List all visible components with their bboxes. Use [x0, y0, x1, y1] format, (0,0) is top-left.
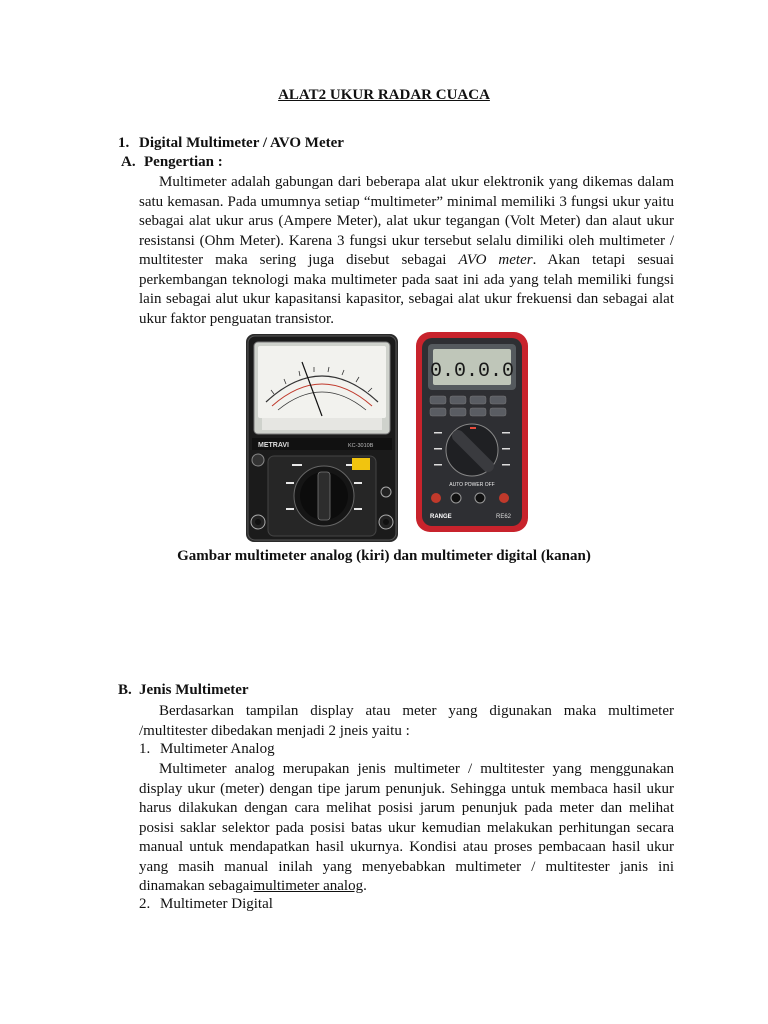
definition-text-1: Multimeter adalah gabungan dari beberapa alat ukur elektronik yang dikemas dalam satu kemasan. Pada umumnya setiap “multimeter” minimal memiliki 3 fungsi ukur yaitu sebagai alat ukur arus (Ampere Meter), alat ukur tegangan (Volt Meter) dan alaut ukur resistansi (Ohm Meter). Karena 3 fungsi ukur tersebut selalu dimiliki oleh multimeter / multitester maka sering juga disebut sebagai — [139, 174, 674, 268]
list-item-analog-label: Multimeter Analog — [160, 741, 275, 757]
subsection-b-title: Jenis Multimeter — [139, 682, 249, 698]
digital-display-readout: 0.0.0.0 — [429, 360, 515, 383]
analog-text-1: Multimeter analog merupakan jenis multimeter / multitester yang menggunakan display ukur (meter) dengan tipe jarum penunjuk. Sehingga untuk membaca hasil ukur harus dilakukan dengan cara melihat posisi jarum penunjuk pada meter dan melihat posisi saklar selektor pada posisi batas ukur kemudian melakukan perhitungan secara manual untuk mendapatkan hasil ukurnya. Kondisi atau proses pembacaan hasil ukur yang masih manual inilah yang menyebabkan multimeter / multitester janis ini dinamakan sebagai — [139, 761, 674, 894]
multimeter-photos — [244, 332, 529, 544]
subsection-b-letter: B. — [118, 682, 132, 698]
figure-caption: Gambar multimeter analog (kiri) dan multimeter digital (kanan) — [177, 548, 591, 564]
subsection-a-heading — [118, 154, 223, 171]
list-item-digital — [139, 896, 273, 913]
subsection-a-title: Pengertian : — [144, 154, 223, 170]
digital-multimeter-image — [416, 332, 528, 532]
analog-brand-label: METRAVI — [258, 442, 289, 449]
definition-paragraph — [139, 173, 674, 329]
digital-model-label: RE62 — [496, 514, 512, 520]
types-intro-paragraph: Berdasarkan tampilan display atau meter yang digunakan maka multimeter /multitester dibedakan menjadi 2 jneis yaitu : — [139, 703, 674, 739]
analog-text-2: . — [363, 878, 367, 894]
section-1-heading — [118, 135, 344, 152]
subsection-a-letter: A. — [121, 154, 136, 170]
analog-model-label: KC-3010B — [348, 443, 374, 449]
auto-power-off-label: AUTO POWER OFF — [449, 482, 495, 488]
definition-text-2: . Akan tetapi sesuai perkembangan teknologi maka multimeter pada saat ini ada yang telah memiliki fungsi lain sebagai alut ukur kapasitansi kapasitor, sebagai alat ukur frekuensi dan sebagai alat ukur faktor penguatan transistor. — [139, 252, 674, 327]
subsection-b-heading — [118, 682, 249, 699]
document-title: ALAT2 UKUR RADAR CUACA — [278, 87, 490, 103]
analog-term: multimeter analog — [253, 878, 364, 894]
digital-brand-label: RANGE — [430, 514, 452, 520]
list-item-digital-label: Multimeter Digital — [160, 896, 273, 912]
list-item-analog — [139, 741, 275, 758]
section-1-title: Digital Multimeter / AVO Meter — [139, 135, 344, 151]
list-item-analog-number: 1. — [139, 741, 151, 757]
avo-meter-term: AVO meter — [458, 252, 533, 268]
analog-multimeter-image — [246, 334, 398, 542]
section-1-number: 1. — [118, 135, 130, 151]
list-item-digital-number: 2. — [139, 896, 151, 912]
analog-description-paragraph — [139, 760, 674, 897]
